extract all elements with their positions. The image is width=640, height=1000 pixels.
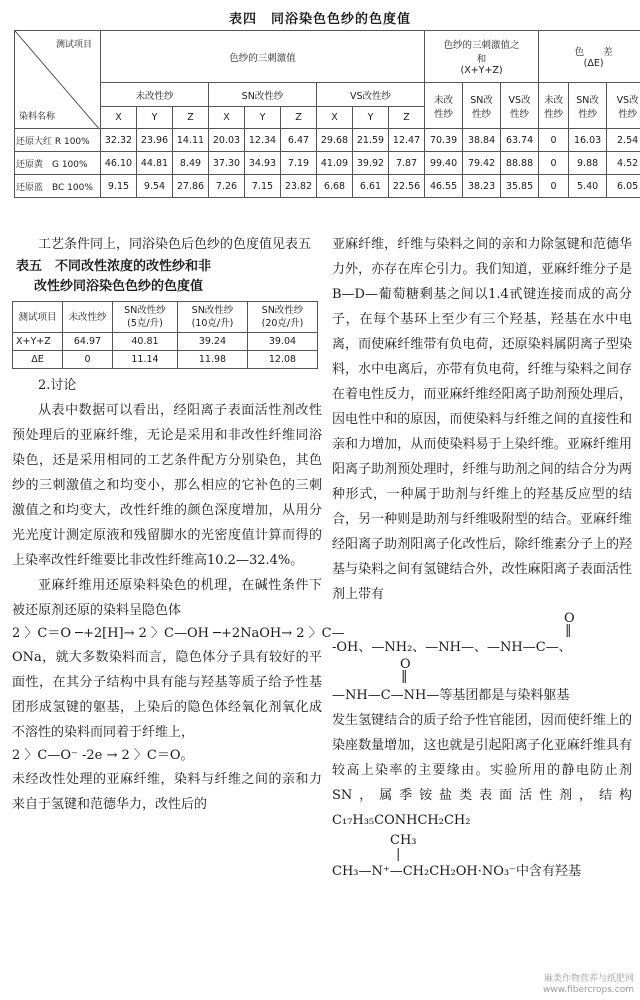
watermark-line1: 麻类作物营养与纸肥网 bbox=[543, 974, 634, 984]
col-z: Z bbox=[281, 107, 317, 129]
formula-o: O bbox=[564, 611, 575, 626]
table-cell: 37.30 bbox=[209, 152, 245, 175]
table-cell: 0 bbox=[539, 175, 569, 198]
table-row bbox=[13, 351, 318, 369]
table-cell: 21.59 bbox=[353, 129, 389, 152]
formula-urea-line bbox=[332, 683, 632, 708]
table5 bbox=[12, 301, 318, 369]
table-cell: 9.54 bbox=[137, 175, 173, 198]
col-x: X bbox=[209, 107, 245, 129]
t5-col-unmod: 未改性纱 bbox=[63, 302, 113, 333]
t5-cell: 11.14 bbox=[113, 351, 178, 369]
table4-body bbox=[15, 129, 640, 198]
table-cell: 5.40 bbox=[569, 175, 607, 198]
table-cell: 6.61 bbox=[353, 175, 389, 198]
table-cell: 34.93 bbox=[245, 152, 281, 175]
group-unmodified: 未改性纱 bbox=[101, 83, 209, 107]
table-cell: 9.88 bbox=[569, 152, 607, 175]
table-cell: 23.96 bbox=[137, 129, 173, 152]
table-cell: 32.32 bbox=[101, 129, 137, 152]
group-sn: SN改性纱 bbox=[209, 83, 317, 107]
col-z: Z bbox=[389, 107, 425, 129]
table-cell: 0 bbox=[539, 129, 569, 152]
table-cell: 35.85 bbox=[501, 175, 539, 198]
t5-cell: 11.98 bbox=[178, 351, 248, 369]
t5-cell: 0 bbox=[63, 351, 113, 369]
table-cell: 2.54 bbox=[607, 129, 640, 152]
watermark bbox=[543, 974, 634, 996]
col-z: Z bbox=[173, 107, 209, 129]
sum-unmod: 未改 性纱 bbox=[425, 83, 463, 129]
table-cell: 23.82 bbox=[281, 175, 317, 198]
t5-col-sn10: SN改性纱 (10克/升) bbox=[178, 302, 248, 333]
struct-ch3-top: CH₃ bbox=[390, 833, 417, 848]
header-sum-line1: 色纱的三刺激值之 bbox=[443, 40, 520, 51]
table-row bbox=[15, 152, 640, 175]
table-cell: 38.23 bbox=[463, 175, 501, 198]
table4-title: 表四 同浴染色色纱的色度值 bbox=[228, 12, 411, 27]
table-cell: 8.49 bbox=[173, 152, 209, 175]
t5-cell: 39.24 bbox=[178, 333, 248, 351]
table-cell: 63.74 bbox=[501, 129, 539, 152]
paragraph: 工艺条件同上，同浴染色后色纱的色度值见表五 bbox=[38, 237, 312, 252]
paragraph: 发生氢键结合的质子给予性官能团，因而使纤维上的染座数量增加，这也就是引起阳离子化亚麻纤维具有较高上染率的主要缘由。实验所用的静电防止剂SN，属季铵盐类表面活性剂，结构C₁₇H₃₅CONHCH₂CH₂ bbox=[332, 713, 632, 828]
col-y: Y bbox=[137, 107, 173, 129]
header-sum-line3: (X+Y+Z) bbox=[460, 65, 503, 76]
dye-name: 还原黄 G 100% bbox=[15, 152, 101, 175]
formula-groups: -OH、—NH₂、—NH—、—NH—C—、 bbox=[332, 640, 572, 655]
formula-double-bond: ‖ bbox=[401, 669, 408, 684]
header-test-item: 测试项目 bbox=[55, 40, 92, 50]
table-cell: 29.68 bbox=[317, 129, 353, 152]
t5-cell: 39.04 bbox=[248, 333, 318, 351]
table-cell: 20.03 bbox=[209, 129, 245, 152]
table-cell: 44.81 bbox=[137, 152, 173, 175]
header-diff-line2: (ΔE) bbox=[583, 58, 604, 69]
dye-name: 还原蓝 BC 100% bbox=[15, 175, 101, 198]
t5-col-test: 测试项目 bbox=[13, 302, 63, 333]
reduction-formula: 2 〉C＝O ─+2[H]→ 2 〉C—OH ─+2NaOH→ 2 〉C— bbox=[12, 626, 345, 641]
table5-title: 表五 不同改性浓度的改性纱和非 bbox=[16, 259, 212, 274]
table-cell: 4.52 bbox=[607, 152, 640, 175]
t5-cell: 64.97 bbox=[63, 333, 113, 351]
table-cell: 79.42 bbox=[463, 152, 501, 175]
t5-cell: 12.08 bbox=[248, 351, 318, 369]
group-vs: VS改性纱 bbox=[317, 83, 425, 107]
struct-bond-top: | bbox=[396, 847, 401, 862]
table-cell: 6.68 bbox=[317, 175, 353, 198]
sum-sn: SN改 性纱 bbox=[463, 83, 501, 129]
formula-double-bond: ‖ bbox=[565, 623, 572, 638]
oxidation-formula: 2 〉C—O⁻ -2e → 2 〉C＝O。 bbox=[12, 748, 194, 763]
struct-main-line bbox=[332, 861, 632, 883]
right-column bbox=[332, 232, 632, 883]
t5-cell: X+Y+Z bbox=[13, 333, 63, 351]
table-cell: 6.47 bbox=[281, 129, 317, 152]
sum-vs: VS改 性纱 bbox=[501, 83, 539, 129]
col-x: X bbox=[317, 107, 353, 129]
formula-o: O bbox=[400, 657, 411, 672]
table-cell: 14.11 bbox=[173, 129, 209, 152]
paragraph-tail: 等基团都是与染料躯基 bbox=[439, 688, 570, 703]
table-cell: 12.34 bbox=[245, 129, 281, 152]
table-cell: 12.47 bbox=[389, 129, 425, 152]
paragraph: ONa，就大多数染料而言，隐色体分子具有较好的平面性，在其分子结构中具有能与羟基等质子给予性基团形成氢键的躯基，上染后的隐色体经氧化剂氧化成不溶性的染料而同着于纤维上， bbox=[12, 650, 322, 740]
col-y: Y bbox=[353, 107, 389, 129]
table-cell: 16.03 bbox=[569, 129, 607, 152]
formula-urea: —NH—C—NH— bbox=[332, 688, 440, 703]
paragraph: 未经改性处理的亚麻纤维，染料与纤维之间的亲和力来自于氢键和范德华力，改性后的 bbox=[12, 772, 322, 812]
watermark-line2: www.fibercrops.com bbox=[543, 985, 634, 995]
table-cell: 41.09 bbox=[317, 152, 353, 175]
table-cell: 99.40 bbox=[425, 152, 463, 175]
table-row bbox=[15, 129, 640, 152]
table-cell: 7.26 bbox=[209, 175, 245, 198]
diff-vs: VS改 性纱 bbox=[607, 83, 640, 129]
table-cell: 46.55 bbox=[425, 175, 463, 198]
table4-corner-header bbox=[15, 31, 101, 129]
header-diff-line1: 色 差 bbox=[574, 47, 613, 58]
t5-cell: 40.81 bbox=[113, 333, 178, 351]
table-cell: 38.84 bbox=[463, 129, 501, 152]
header-dye-name: 染料名称 bbox=[19, 112, 56, 122]
table-cell: 70.39 bbox=[425, 129, 463, 152]
table-cell: 22.56 bbox=[389, 175, 425, 198]
table-row bbox=[13, 333, 318, 351]
header-color-diff bbox=[539, 31, 640, 83]
table4 bbox=[14, 30, 640, 198]
table-cell: 27.86 bbox=[173, 175, 209, 198]
table-cell: 9.15 bbox=[101, 175, 137, 198]
diff-unmod: 未改 性纱 bbox=[539, 83, 569, 129]
dye-name: 还原大红 R 100% bbox=[15, 129, 101, 152]
table-cell: 7.87 bbox=[389, 152, 425, 175]
left-column bbox=[12, 232, 345, 817]
table-cell: 6.05 bbox=[607, 175, 640, 198]
paragraph: 亚麻纤维，纤维与染料之间的亲和力除氢键和范德华力外，亦存在库仑引力。我们知道，亚麻纤维分子是B—D—葡萄糖剩基之间以1.4甙键连接而成的高分子，在每个基环上至少有三个羟基，羟基在水中电离，而使麻纤维带有负电荷，还原染料属阴离子型染料，水中电离后，亦带有负电荷，纤维与染料之间存在着电性反力，而亚麻纤维经阳离子助剂预处理后，因电性中和的原因，而使染料与纤维之间的直接性和亲和力增加，从而使染料易于上染纤维。亚麻纤维用阳离子助剂预处理时，纤维与助剂之间的结合分为两种形式，一种属于助剂与纤维上的羟基反应型的结合，另一种则是助剂与纤维吸附型的结合。亚麻纤维经阳离子助剂阳离子化改性后，除纤维素分子上的羟基与染料之间有氢键结合外，改性麻阳离子表面活性剂上带有 bbox=[332, 237, 632, 602]
t5-cell: ΔE bbox=[13, 351, 63, 369]
header-sum bbox=[425, 31, 539, 83]
t5-col-sn20: SN改性纱 (20克/升) bbox=[248, 302, 318, 333]
table-cell: 39.92 bbox=[353, 152, 389, 175]
diff-sn: SN改 性纱 bbox=[569, 83, 607, 129]
col-x: X bbox=[101, 107, 137, 129]
table-cell: 88.88 bbox=[501, 152, 539, 175]
table-cell: 46.10 bbox=[101, 152, 137, 175]
table-row bbox=[15, 175, 640, 198]
table5-title-line2: 改性纱同浴染色色纱的色度值 bbox=[34, 279, 204, 294]
paragraph: 从表中数据可以看出，经阳离子表面活性剂改性预处理后的亚麻纤维，无论是采用和非改性纤维同浴染色，还是采用相同的工艺条件配方分别染色，其色纱的三刺激值之和均变小，那么相应的它补色的三刺激值之和均变大，改性纤维的颜色深度增加，从用分光光度计测定原液和残留脚水的光密度值计算而得的上染率改性纤维要比非改性纤维高10.2—32.4%。 bbox=[12, 403, 322, 568]
paragraph-tail: 中含有羟基 bbox=[515, 864, 581, 879]
table-cell: 7.19 bbox=[281, 152, 317, 175]
struct-main: CH₃—N⁺—CH₂CH₂OH·NO₃⁻ bbox=[332, 864, 516, 879]
table-cell: 0 bbox=[539, 152, 569, 175]
section-heading: 2.讨论 bbox=[38, 378, 77, 393]
col-y: Y bbox=[245, 107, 281, 129]
header-tristimulus: 色纱的三刺激值 bbox=[101, 31, 425, 83]
table-cell: 7.15 bbox=[245, 175, 281, 198]
paragraph: 亚麻纤维用还原染料染色的机理，在碱性条件下被还原剂还原的染料呈隐色体 bbox=[12, 578, 322, 618]
header-sum-line2: 和 bbox=[476, 54, 487, 65]
t5-col-sn5: SN改性纱 (5克/升) bbox=[113, 302, 178, 333]
